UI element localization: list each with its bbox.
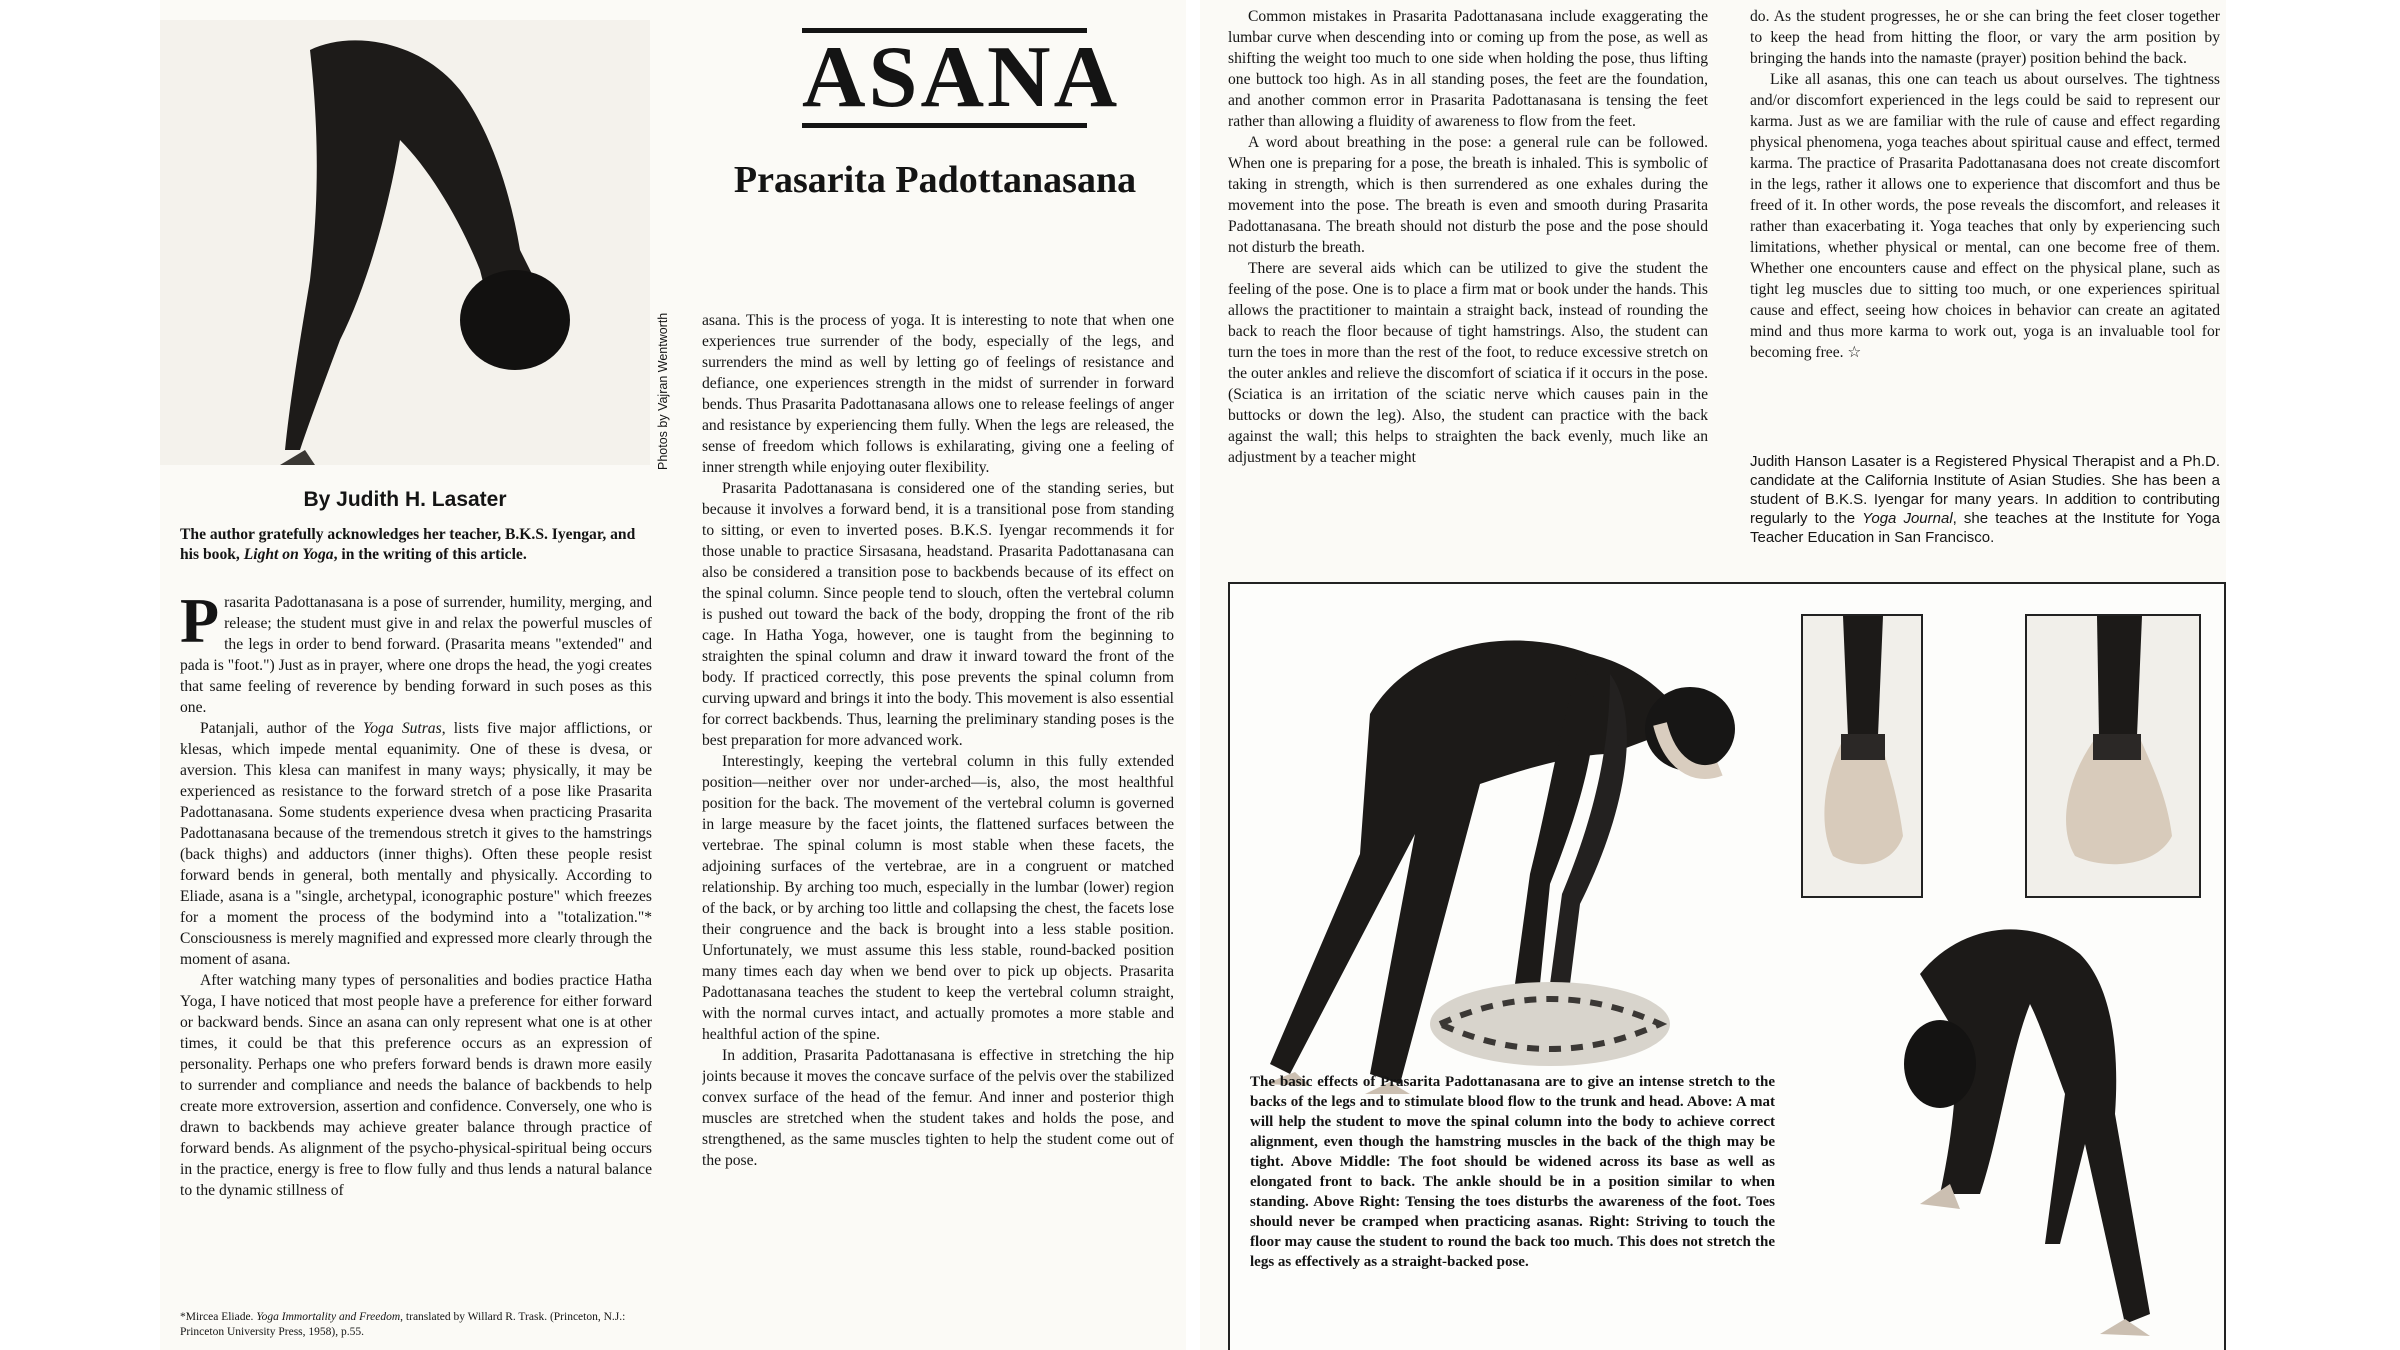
left-page [160,0,1186,1350]
paragraph-2: Patanjali, author of the Yoga Sutras, lists five major afflictions, or klesas, which impede mental equanimity. One of these is dvesa, or aversion. This klesa can manifest in many ways; physically, it may be experienced as resistance to the forward stretch of a pose like Prasarita Padottanasana. Some students experience dvesa when practicing Prasarita Padottanasana because of the tremendous stretch it gives to the hamstrings (back thighs) and adductors (inner thighs). Often these people resist forward bends in general, both mentally and physically. According to Eliade, asana is a "single, archetypal, iconographic posture" which freezes for a moment the process of the bodymind into a "totalization."* Consciousness is merely magnified and expressed more clearly through the moment of asana. [180,720,652,968]
paragraph-6: Interestingly, keeping the vertebral column in this fully extended position—neither over nor under-arched—is, also, the most healthful position for the back. The movement of the vertebral column is governed in large measure by the facet joints, the flattened surfaces between the vertebrae. The spinal column is most stable when these facets, the adjoining surfaces of the vertebrae, are in a congruent or matched relationship. By arching too much, especially in the lumbar (lower) region of the back, or by arching too little and collapsing the chest, the facets lose their congruence and the back is brought into a less stable position. Unfortunately, we must assume this less stable, round-backed position many times each day when we bend over to pick up objects. Prasarita Padottanasana teaches the student to keep the vertebral column straight, with the normal curves intact, and actually promotes a more stable and healthful action of the spine. [702,753,1174,1043]
left-column-1 [180,592,652,1292]
byline: By Judith H. Lasater [303,488,507,511]
paragraph-5: Prasarita Padottanasana is considered one of the standing series, but because it involves a forward bend, it is a transitional pose from standing to sitting, or even to inverted poses. B.K.S. Iyengar recommends it for those unable to practice Sirsasana, headstand. Prasarita Padottanasana can also be considered a transition pose to backbends because of its effect on the spinal column. Since people tend to slouch, often the vertebral column is pushed out toward the back of the body, dropping the front of the rib cage. In Hatha Yoga, however, one is taught from the beginning to straighten the spinal column and draw it inward toward the front of the body. If practiced correctly, this pose prevents the spinal column from curving upward and brings it into the body. This movement is also essential for correct backbends. Thus, learning the preliminary standing poses is the best preparation for more advanced work. [702,480,1174,749]
paragraph-4: asana. This is the process of yoga. It is interesting to note that when one experiences true surrender of the body, especially of the legs, and surrenders the mind as well by letting go of feelings of resistance and defiance, one experiences strength in the midst of surrender in forward bends. Thus Prasarita Padottanasana allows one to release feelings of anger and resistance by experiencing them fully. When the legs are released, the sense of freedom which follows is exhilarating, giving one a feeling of inner strength while enjoying outer flexibility. [702,312,1174,476]
author-bio: Judith Hanson Lasater is a Registered Physical Therapist and a Ph.D. candidate at the California Institute of Asian Studies. She has been a student of B.K.S. Iyengar for many years. In addition to contributing regularly to the Yoga Journal, she teaches at the Institute for Yoga Teacher Education in San Francisco. [1750,453,2220,546]
masthead: ASANA [802,29,1121,126]
right-column-1 [1228,6,1708,568]
paragraph-12: Like all asanas, this one can teach us about ourselves. The tightness and/or discomfort experienced in the legs could be said to represent our karma. Just as we are familiar with the rule of cause and effect regarding physical phenomena, yoga teaches about spiritual cause and effect, termed karma. The practice of Prasarita Padottanasana does not create discomfort in the legs, rather it allows one to experience that discomfort and thus be freed of it. In other words, the pose reveals the discomfort, and releases it rather than exacerbating it. Yoga teaches that only by experiencing such limitations, whether physical or mental, can one become free of them. Whether one encounters cause and effect on the physical plane, such as tight leg muscles due to sitting too much, or one experiences spiritual cause and effect, seeing how choices in behavior can create an agitated mind and thus more karma to work out, yoga is an invaluable tool for becoming free. ☆ [1750,71,2220,361]
standing-bend-figure-icon [1250,604,1810,1104]
dropcap: P [180,592,220,656]
photo-credit: Photos by Vajran Wentworth [656,312,670,470]
right-page [1200,0,2226,1350]
paragraph-1: Prasarita Padottanasana is a pose of surrender, humility, merging, and release; the student must give in and relax the powerful muscles of the legs in order to bend forward. (Prasarita means "extended" and pada is "foot.") Just as in prayer, where one drops the head, the yogi creates that same feeling of reverence by bending forward in such poses as this one. [180,592,652,716]
paragraph-3: After watching many types of personalities and bodies practice Hatha Yoga, I have noticed that most people have a preference for either forward or backward bends. Since an asana can only represent what one is at other times, it could be that this preference occurs as an expression of personality. Perhaps one who prefers forward bends is drawn more easily to surrender and compliance and needs the balance of backbends to help create more extroversion, assertion and confidence. Conversely, one who is drawn to backbends may achieve greater balance through practice of forward bends. As alignment of the psycho-physical-spiritual being occurs in the practice, energy is free to flow fully and thus lends a natural balance to the dynamic stillness of [180,972,652,1199]
right-column-2 [1750,6,2220,446]
paragraph-7: In addition, Prasarita Padottanasana is effective in stretching the hip joints because it moves the concave surface of the pelvis over the stabilized convex surface of the head of the femur. And inner and posterior thigh muscles are stretched when the student takes and holds the pose, and strengthened, as the same muscles tighten to help the student come out of the pose. [702,1047,1174,1169]
acknowledgment [180,525,652,565]
pose-photo-rounded [1860,914,2210,1344]
foot-photo-right [2025,614,2201,898]
ack-book: Light on Yoga [243,546,334,563]
left-column-2 [702,310,1174,1345]
pose-photo-mat [1250,604,1810,1104]
forward-bend-figure-icon [160,20,650,465]
rounded-bend-figure-icon [1860,914,2210,1344]
photo-panel [1228,582,2226,1350]
footnote: *Mircea Eliade. Yoga Immortality and Freedom, translated by Willard R. Trask. (Princeton, N.J.: Princeton University Press, 1958), p.55. [180,1311,626,1338]
ack-post: , in the writing of this article. [333,546,527,563]
foot-photo-middle [1801,614,1923,898]
photo-caption: The basic effects of Prasarita Padottanasana are to give an intense stretch to the backs of the legs and to stimulate blood flow to the trunk and head. Above: A mat will help the student to move the spinal column into the body to achieve correct alignment, even though the hamstring muscles in the back of the thigh may be tight. Above Middle: The foot should be widened across its base as well as elongated front to back. The ankle should be in a position similar to when standing. Above Right: Tensing the toes disturbs the awareness of the foot. Toes should never be cramped when practicing asanas. Right: Striving to touch the floor may cause the student to round the back too much. This does not stretch the legs as effectively as a straight-backed pose. [1250,1074,1775,1270]
paragraph-11: do. As the student progresses, he or she can bring the feet closer together to keep the head from hitting the floor, or vary the arm position by bringing the hands into the namaste (prayer) position behind the back. [1750,8,2220,67]
ack-pre: The author gratefully acknowledges her teacher, B.K.S. Iyengar, and his book, [180,526,636,563]
paragraph-10: There are several aids which can be utilized to give the student the feeling of the pose. One is to place a firm mat or book under the hands. This allows the practitioner to maintain a straight back, instead of rounding the back to reach the floor because of tight hamstrings. Also, the student can turn the toes in more than the rest of the foot, to reduce excessive stretch on the outer ankles and relieve the discomfort of sciatica if it occurs in the pose. (Sciatica is an irritation of the sciatic nerve which causes pain in the buttocks or down the leg). Also, the student can practice with the back against the wall; this helps to straighten the back evenly, much like an adjustment by a teacher might [1228,260,1708,466]
subtitle: Prasarita Padottanasana [733,159,1137,201]
pose-photo-top [160,20,650,465]
paragraph-9: A word about breathing in the pose: a general rule can be followed. When one is preparing for a pose, the breath is inhaled. This is symbolic of taking in strength, which is then surrendered as one exhales during the movement into the pose. The breath is even and smooth during Prasarita Padottanasana. The breath should not disturb the pose and the pose should not disturb the breath. [1228,134,1708,256]
foot-icon-toes [2027,616,2199,896]
paragraph-8: Common mistakes in Prasarita Padottanasana include exaggerating the lumbar curve when descending into or coming up from the pose, as well as shifting the weight too much to one side when holding the pose, thus lifting one buttock too high. As in all standing poses, the feet are the foundation, and another common error in Prasarita Padottanasana is tensing the feet rather than allowing a fluidity of awareness to flow from the feet. [1228,8,1708,130]
foot-icon [1803,616,1921,896]
